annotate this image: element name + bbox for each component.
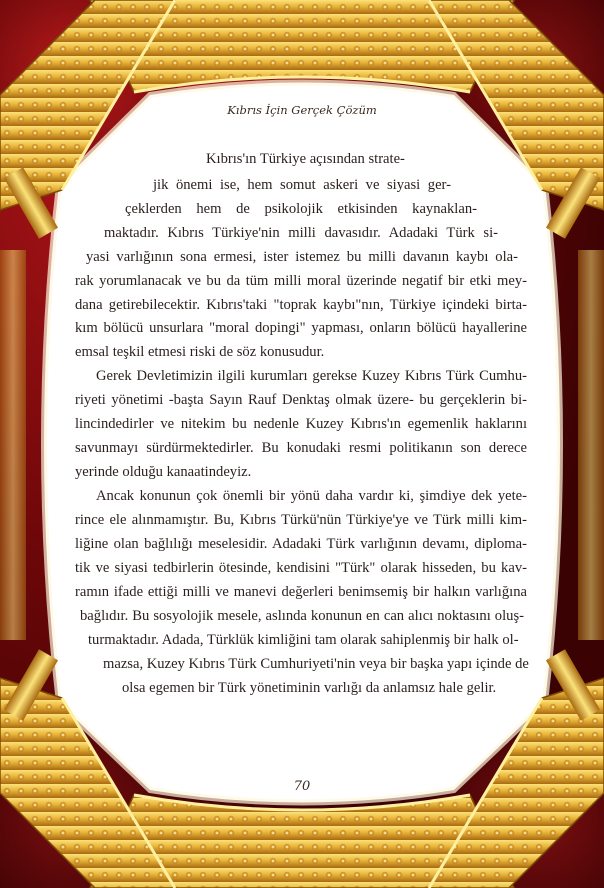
body-line: dana getirebilecektir. Kıbrıs'taki "toprak kaybı"nın, Türkiye içindeki birta- <box>75 297 527 313</box>
body-line: rak yorumlanacak ve bu da tüm milli moral üzerinde negatif bir etki mey- <box>75 273 527 289</box>
body-line: jik önemi ise, hem somut askeri ve siyasi ger- <box>153 177 451 193</box>
body-line: yasi varlığının sona ermesi, ister istemez bu milli davanın kaybı ola- <box>86 249 518 265</box>
body-line: riyeti yönetimi -başta Sayın Rauf Denktaş olmak üzere- bu gerçeklerin bi- <box>75 392 527 408</box>
body-line: olsa egemen bir Türk yönetiminin varlığı da anlamsız hale gelir. <box>122 680 497 696</box>
body-line: Ancak konunun çok önemli bir yönü daha vardır ki, şimdiye dek yete- <box>96 488 527 504</box>
running-title: Kıbrıs İçin Gerçek Çözüm <box>227 103 377 117</box>
body-line: turmaktadır. Adada, Türklük kimliğini tam olarak sahiplenmiş bir halk ol- <box>88 632 519 648</box>
body-line: yerinde olduğu kanaatindeyiz. <box>75 464 252 480</box>
body-line: liğine olan bağlılığı meselesidir. Adadaki Türk varlığının devamı, diploma- <box>75 536 527 552</box>
body-line: mazsa, Kuzey Kıbrıs Türk Cumhuriyeti'nin veya bir başka yapı içinde de <box>103 656 529 672</box>
body-line: lincindedirler ve nitekim bu nedenle Kuzey Kıbrıs'ın egemenlik haklarını <box>75 416 527 432</box>
body-line: rince ele alınmamıştır. Bu, Kıbrıs Türkü'nün Türkiye'ye ve Türk milli kim- <box>75 512 527 528</box>
body-line: tik ve siyasi tedbirlerin ötesinde, kendisini "Türk" olarak hisseden, bu kav- <box>75 560 527 576</box>
body-line: savunmayı sürdürmektedirler. Bu konudaki resmi politikanın son derece <box>75 440 527 456</box>
body-line: maktadır. Kıbrıs Türkiye'nin milli davasıdır. Adadaki Türk si- <box>104 225 498 241</box>
body-line: bağlıdır. Bu sosyolojik mesele, aslında konunun en can alıcı noktasını oluş- <box>80 608 524 624</box>
body-line: emsal teşkil etmesi riski de söz konusudur. <box>75 344 325 360</box>
body-line: ramın ifade ettiği milli ve manevi değerleri benimsemiş bir halkın varlığına <box>75 584 527 600</box>
page-number: 70 <box>293 779 311 794</box>
body-line: çeklerden hem de psikolojik etkisinden kaynaklan- <box>125 201 477 217</box>
body-line: Kıbrıs'ın Türkiye açısından strate- <box>206 151 405 167</box>
body-line: kım bölücü unsurlara "moral dopingi" yapması, onların bölücü hayallerine <box>75 320 527 336</box>
body-line: Gerek Devletimizin ilgili kurumları gerekse Kuzey Kıbrıs Türk Cumhu- <box>96 368 527 384</box>
